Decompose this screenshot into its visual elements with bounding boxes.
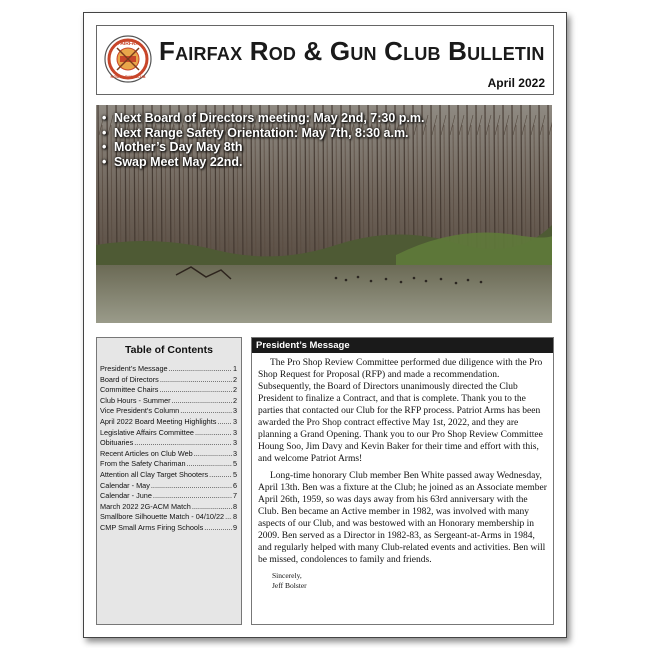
toc-item-page: 2: [232, 395, 237, 405]
club-logo: [103, 34, 153, 84]
bullet-swap-meet: • Swap Meet May 22nd.: [102, 155, 425, 170]
bullet-range-orientation: • Next Range Safety Orientation: May 7th, 8:30 a.m.: [102, 126, 425, 141]
signature: Jeff Bolster: [272, 581, 307, 590]
toc-item-page: 5: [232, 469, 237, 479]
toc-item-label: Smallbore Silhouette Match - 04/10/22: [100, 512, 225, 522]
bullet-board-meeting: • Next Board of Directors meeting: May 2nd, 7:30 p.m.: [102, 111, 425, 126]
bullet-mothers-day: • Mother’s Day May 8th: [102, 140, 425, 155]
toc-item[interactable]: [97, 417, 241, 428]
issue-date: April 2022: [487, 76, 545, 90]
toc-item[interactable]: [97, 406, 241, 417]
message-paragraph: Long-time honorary Club member Ben White passed away Wednesday, April 13th. Ben was a fixture at the Club; he joined as an Associate member April 26th, 1959, so was days away from his 63rd anniversary with the Club. Ben became an Active member in 1982, was involved with many aspects of our Club, and was bestowed with an Honorary membership in 2009. Ben served as a Director in 1982-83, as Sergeant-at-Arms in 1984, and regularly helped with many Club-related events and activities. Ben will be missed, condolences to family and friends.: [258, 471, 547, 565]
message-paragraph: The Pro Shop Review Committee performed due diligence with the Pro Shop Request for Proposal (RFP) and made a recommendation. Subsequently, the Board of Directors unanimously directed the Club President to finalize a Contract, and that is complete. Thank you to the parties that contacted our Club for the RFP process. Patriot Arms has been awarded the Pro Shop contract effective May 1st, 2022, and they are planning a Grand Opening. Thank you to our Pro Shop Review Committee Houng Soo, Jim Davy and Kevin Baker for their time and effort with this, and welcome Patriot Arms!: [258, 358, 543, 464]
toc-list: [97, 364, 241, 534]
toc-item-label: April 2022 Board Meeting Highlights: [100, 416, 217, 426]
bulletin-title: Fairfax Rod & Gun Club Bulletin: [159, 36, 545, 66]
presidents-message-body: [252, 353, 553, 591]
toc-item-page: 8: [232, 512, 237, 522]
toc-item-label: Legislative Affairs Committee: [100, 427, 194, 437]
toc-item-label: Vice President’s Column: [100, 406, 180, 416]
presidents-message-heading: President’s Message: [252, 338, 553, 353]
toc-item-label: Recent Articles on Club Web: [100, 448, 193, 458]
toc-item[interactable]: [97, 502, 241, 513]
toc-item-page: 2: [232, 374, 237, 384]
table-of-contents: [96, 337, 242, 625]
toc-item-page: 7: [232, 491, 237, 501]
toc-item[interactable]: [97, 375, 241, 386]
svg-text:ROD & GUN CLUB: ROD & GUN CLUB: [110, 74, 146, 79]
toc-item-label: Attention all Clay Target Shooters: [100, 469, 209, 479]
toc-item[interactable]: [97, 364, 241, 375]
presidents-message: [251, 337, 554, 625]
toc-item-label: Obituaries: [100, 438, 134, 448]
toc-item-page: 9: [232, 522, 237, 532]
toc-item[interactable]: [97, 396, 241, 407]
toc-item[interactable]: [97, 523, 241, 534]
toc-item-page: 2: [232, 385, 237, 395]
toc-item-label: Calendar - June: [100, 491, 152, 501]
bulletin-page: [83, 12, 567, 638]
toc-item[interactable]: [97, 491, 241, 502]
event-bullets: [102, 111, 425, 169]
lake-photo: [96, 105, 552, 323]
toc-item-page: 5: [232, 459, 237, 469]
toc-item-page: 3: [232, 448, 237, 458]
toc-item[interactable]: [97, 385, 241, 396]
toc-item[interactable]: [97, 470, 241, 481]
toc-item-label: March 2022 2G-ACM Match: [100, 501, 191, 511]
toc-item-label: President’s Message: [100, 364, 168, 373]
toc-item-page: 6: [232, 480, 237, 490]
toc-item-label: CMP Small Arms Firing Schools: [100, 522, 204, 532]
closing: Sincerely,: [272, 571, 302, 580]
toc-item-label: Club Hours - Summer: [100, 395, 171, 405]
toc-item-page: 1: [232, 364, 237, 373]
svg-text:FAIRFAX: FAIRFAX: [117, 41, 139, 47]
toc-item-page: 3: [232, 406, 237, 416]
toc-item[interactable]: [97, 512, 241, 523]
toc-title: Table of Contents: [125, 344, 213, 356]
toc-item-page: 8: [232, 501, 237, 511]
toc-item-page: 3: [232, 427, 237, 437]
toc-item[interactable]: [97, 449, 241, 460]
toc-item-label: Board of Directors: [100, 374, 159, 384]
toc-item[interactable]: [97, 459, 241, 470]
toc-item-label: From the Safety Chariman: [100, 459, 186, 469]
toc-item-label: Calendar - May: [100, 480, 150, 490]
toc-item[interactable]: [97, 481, 241, 492]
toc-item-page: 3: [232, 416, 237, 426]
masthead: [96, 25, 554, 95]
toc-item[interactable]: [97, 428, 241, 439]
toc-item[interactable]: [97, 438, 241, 449]
toc-item-label: Committee Chairs: [100, 385, 159, 395]
toc-item-page: 3: [232, 438, 237, 448]
